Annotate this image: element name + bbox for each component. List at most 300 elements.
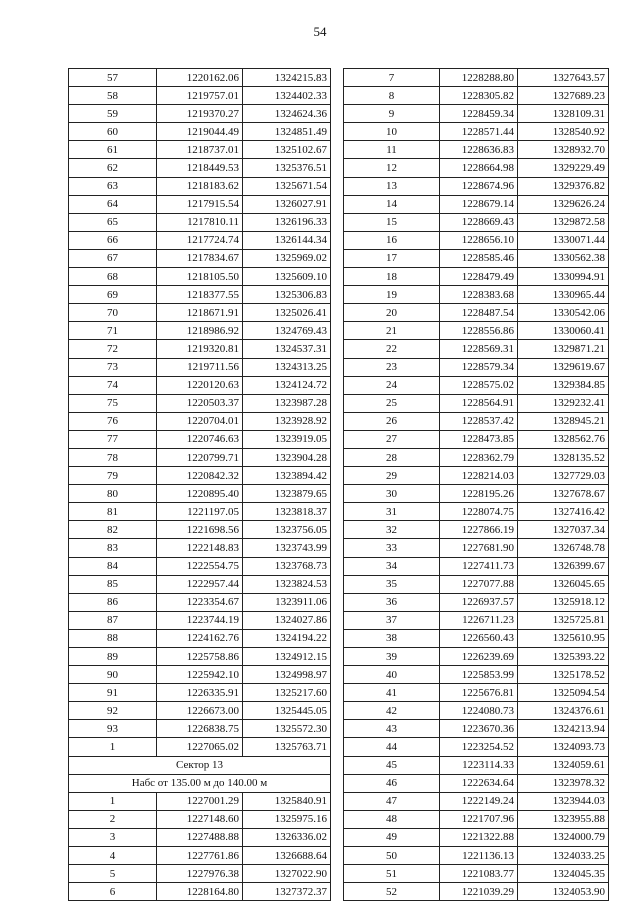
table-row (344, 557, 609, 575)
y-coordinate: 1324998.97 (243, 666, 331, 684)
y-coordinate: 1324624.36 (243, 105, 331, 123)
point-number: 2 (69, 810, 157, 828)
table-row (69, 611, 331, 629)
table-row (69, 141, 331, 159)
point-number: 79 (69, 467, 157, 485)
y-coordinate: 1324912.15 (243, 648, 331, 666)
x-coordinate: 1227681.90 (440, 539, 518, 557)
table-row (69, 792, 331, 810)
table-row (69, 702, 331, 720)
x-coordinate: 1228679.14 (440, 195, 518, 213)
table-row (69, 430, 331, 448)
table-row (69, 340, 331, 358)
x-coordinate: 1228214.03 (440, 467, 518, 485)
x-coordinate: 1228479.49 (440, 268, 518, 286)
point-number: 59 (69, 105, 157, 123)
x-coordinate: 1217724.74 (157, 231, 243, 249)
x-coordinate: 1219320.81 (157, 340, 243, 358)
table-row (69, 304, 331, 322)
y-coordinate: 1323919.05 (243, 430, 331, 448)
point-number: 44 (344, 738, 440, 756)
x-coordinate: 1219711.56 (157, 358, 243, 376)
y-coordinate: 1325094.54 (518, 684, 609, 702)
table-row (69, 720, 331, 738)
point-number: 60 (69, 123, 157, 141)
y-coordinate: 1324402.33 (243, 87, 331, 105)
x-coordinate: 1220120.63 (157, 376, 243, 394)
y-coordinate: 1325178.52 (518, 666, 609, 684)
point-number: 49 (344, 828, 440, 846)
point-number: 13 (344, 177, 440, 195)
y-coordinate: 1330071.44 (518, 231, 609, 249)
x-coordinate: 1217915.54 (157, 195, 243, 213)
x-coordinate: 1228074.75 (440, 503, 518, 521)
table-row (344, 738, 609, 756)
x-coordinate: 1226838.75 (157, 720, 243, 738)
point-number: 62 (69, 159, 157, 177)
table-row (69, 575, 331, 593)
y-coordinate: 1323955.88 (518, 810, 609, 828)
x-coordinate: 1220895.40 (157, 485, 243, 503)
x-coordinate: 1228537.42 (440, 412, 518, 430)
y-coordinate: 1327643.57 (518, 69, 609, 87)
point-number: 5 (69, 865, 157, 883)
y-coordinate: 1324124.72 (243, 376, 331, 394)
point-number: 41 (344, 684, 440, 702)
table-row (344, 847, 609, 865)
x-coordinate: 1222149.24 (440, 792, 518, 810)
y-coordinate: 1323904.28 (243, 448, 331, 466)
x-coordinate: 1226239.69 (440, 648, 518, 666)
y-coordinate: 1326748.78 (518, 539, 609, 557)
point-number: 31 (344, 503, 440, 521)
table-row (344, 87, 609, 105)
x-coordinate: 1228305.82 (440, 87, 518, 105)
table-row (344, 792, 609, 810)
point-number: 16 (344, 231, 440, 249)
y-coordinate: 1324537.31 (243, 340, 331, 358)
point-number: 7 (344, 69, 440, 87)
y-coordinate: 1325610.95 (518, 629, 609, 647)
point-number: 47 (344, 792, 440, 810)
point-number: 20 (344, 304, 440, 322)
table-row (344, 376, 609, 394)
x-coordinate: 1225853.99 (440, 666, 518, 684)
y-coordinate: 1323818.37 (243, 503, 331, 521)
table-row (344, 249, 609, 267)
table-row (344, 648, 609, 666)
table-row (344, 503, 609, 521)
x-coordinate: 1228656.10 (440, 231, 518, 249)
y-coordinate: 1324059.61 (518, 756, 609, 774)
table-row (344, 720, 609, 738)
point-number: 93 (69, 720, 157, 738)
point-number: 38 (344, 629, 440, 647)
y-coordinate: 1323824.53 (243, 575, 331, 593)
point-number: 17 (344, 249, 440, 267)
table-row (344, 774, 609, 792)
table-row (344, 213, 609, 231)
table-row (69, 69, 331, 87)
table-row (344, 123, 609, 141)
x-coordinate: 1222148.83 (157, 539, 243, 557)
table-row (344, 629, 609, 647)
y-coordinate: 1326045.65 (518, 575, 609, 593)
y-coordinate: 1328932.70 (518, 141, 609, 159)
y-coordinate: 1324045.35 (518, 865, 609, 883)
x-coordinate: 1225942.10 (157, 666, 243, 684)
y-coordinate: 1328562.76 (518, 430, 609, 448)
point-number: 82 (69, 521, 157, 539)
point-number: 6 (69, 883, 157, 901)
table-row (69, 213, 331, 231)
y-coordinate: 1326196.33 (243, 213, 331, 231)
y-coordinate: 1325393.22 (518, 648, 609, 666)
table-row (344, 448, 609, 466)
x-coordinate: 1226937.57 (440, 593, 518, 611)
point-number: 61 (69, 141, 157, 159)
table-row (69, 358, 331, 376)
table-row (69, 467, 331, 485)
table-row (69, 448, 331, 466)
y-coordinate: 1324053.90 (518, 883, 609, 901)
y-coordinate: 1325840.91 (243, 792, 331, 810)
x-coordinate: 1222554.75 (157, 557, 243, 575)
y-coordinate: 1330965.44 (518, 286, 609, 304)
section-header-row (69, 756, 331, 774)
point-number: 33 (344, 539, 440, 557)
point-number: 35 (344, 575, 440, 593)
x-coordinate: 1223254.52 (440, 738, 518, 756)
x-coordinate: 1223354.67 (157, 593, 243, 611)
x-coordinate: 1226335.91 (157, 684, 243, 702)
point-number: 72 (69, 340, 157, 358)
point-number: 90 (69, 666, 157, 684)
table-row (69, 810, 331, 828)
x-coordinate: 1221136.13 (440, 847, 518, 865)
x-coordinate: 1228569.31 (440, 340, 518, 358)
y-coordinate: 1325975.16 (243, 810, 331, 828)
table-row (344, 575, 609, 593)
point-number: 74 (69, 376, 157, 394)
table-row (69, 123, 331, 141)
x-coordinate: 1227411.73 (440, 557, 518, 575)
point-number: 50 (344, 847, 440, 865)
y-coordinate: 1328540.92 (518, 123, 609, 141)
x-coordinate: 1226560.43 (440, 629, 518, 647)
point-number: 8 (344, 87, 440, 105)
y-coordinate: 1323928.92 (243, 412, 331, 430)
y-coordinate: 1329871.21 (518, 340, 609, 358)
y-coordinate: 1324769.43 (243, 322, 331, 340)
table-row (344, 231, 609, 249)
y-coordinate: 1325306.83 (243, 286, 331, 304)
y-coordinate: 1323768.73 (243, 557, 331, 575)
x-coordinate: 1227077.88 (440, 575, 518, 593)
point-number: 77 (69, 430, 157, 448)
x-coordinate: 1227866.19 (440, 521, 518, 539)
y-coordinate: 1325102.67 (243, 141, 331, 159)
x-coordinate: 1221083.77 (440, 865, 518, 883)
x-coordinate: 1222957.44 (157, 575, 243, 593)
point-number: 26 (344, 412, 440, 430)
table-row (69, 629, 331, 647)
x-coordinate: 1218377.55 (157, 286, 243, 304)
point-number: 43 (344, 720, 440, 738)
table-row (344, 304, 609, 322)
x-coordinate: 1227065.02 (157, 738, 243, 756)
point-number: 3 (69, 828, 157, 846)
y-coordinate: 1329872.58 (518, 213, 609, 231)
point-number: 22 (344, 340, 440, 358)
y-coordinate: 1325763.71 (243, 738, 331, 756)
y-coordinate: 1329384.85 (518, 376, 609, 394)
point-number: 86 (69, 593, 157, 611)
y-coordinate: 1323879.65 (243, 485, 331, 503)
x-coordinate: 1228579.34 (440, 358, 518, 376)
x-coordinate: 1223744.19 (157, 611, 243, 629)
y-coordinate: 1323978.32 (518, 774, 609, 792)
y-coordinate: 1324000.79 (518, 828, 609, 846)
y-coordinate: 1323756.05 (243, 521, 331, 539)
x-coordinate: 1217834.67 (157, 249, 243, 267)
point-number: 14 (344, 195, 440, 213)
point-number: 65 (69, 213, 157, 231)
y-coordinate: 1326336.02 (243, 828, 331, 846)
point-number: 45 (344, 756, 440, 774)
point-number: 37 (344, 611, 440, 629)
x-coordinate: 1225676.81 (440, 684, 518, 702)
y-coordinate: 1329232.41 (518, 394, 609, 412)
point-number: 28 (344, 448, 440, 466)
x-coordinate: 1228556.86 (440, 322, 518, 340)
point-number: 91 (69, 684, 157, 702)
x-coordinate: 1223114.33 (440, 756, 518, 774)
x-coordinate: 1219044.49 (157, 123, 243, 141)
x-coordinate: 1228674.96 (440, 177, 518, 195)
x-coordinate: 1228459.34 (440, 105, 518, 123)
table-row (344, 593, 609, 611)
sector-title: Сектор 13 (69, 756, 331, 774)
table-row (69, 684, 331, 702)
y-coordinate: 1326027.91 (243, 195, 331, 213)
page-number: 54 (313, 24, 327, 39)
y-coordinate: 1325671.54 (243, 177, 331, 195)
table-row (344, 286, 609, 304)
table-row (69, 738, 331, 756)
point-number: 87 (69, 611, 157, 629)
x-coordinate: 1218671.91 (157, 304, 243, 322)
x-coordinate: 1219370.27 (157, 105, 243, 123)
y-coordinate: 1327372.37 (243, 883, 331, 901)
x-coordinate: 1228195.26 (440, 485, 518, 503)
y-coordinate: 1329229.49 (518, 159, 609, 177)
table-row (344, 810, 609, 828)
y-coordinate: 1329619.67 (518, 358, 609, 376)
y-coordinate: 1330060.41 (518, 322, 609, 340)
x-coordinate: 1221039.29 (440, 883, 518, 901)
point-number: 11 (344, 141, 440, 159)
point-number: 76 (69, 412, 157, 430)
y-coordinate: 1330542.06 (518, 304, 609, 322)
table-row (69, 865, 331, 883)
y-coordinate: 1325609.10 (243, 268, 331, 286)
x-coordinate: 1225758.86 (157, 648, 243, 666)
y-coordinate: 1328135.52 (518, 448, 609, 466)
point-number: 73 (69, 358, 157, 376)
x-coordinate: 1228585.46 (440, 249, 518, 267)
x-coordinate: 1218105.50 (157, 268, 243, 286)
x-coordinate: 1219757.01 (157, 87, 243, 105)
point-number: 75 (69, 394, 157, 412)
x-coordinate: 1228473.85 (440, 430, 518, 448)
y-coordinate: 1324376.61 (518, 702, 609, 720)
y-coordinate: 1330994.91 (518, 268, 609, 286)
y-coordinate: 1327689.23 (518, 87, 609, 105)
point-number: 25 (344, 394, 440, 412)
table-row (69, 105, 331, 123)
point-number: 15 (344, 213, 440, 231)
point-number: 80 (69, 485, 157, 503)
x-coordinate: 1228383.68 (440, 286, 518, 304)
point-number: 42 (344, 702, 440, 720)
table-row (344, 268, 609, 286)
x-coordinate: 1220842.32 (157, 467, 243, 485)
x-coordinate: 1228487.54 (440, 304, 518, 322)
point-number: 32 (344, 521, 440, 539)
table-row (69, 322, 331, 340)
x-coordinate: 1228664.98 (440, 159, 518, 177)
point-number: 48 (344, 810, 440, 828)
point-number: 29 (344, 467, 440, 485)
x-coordinate: 1227148.60 (157, 810, 243, 828)
table-row (344, 430, 609, 448)
x-coordinate: 1221197.05 (157, 503, 243, 521)
x-coordinate: 1220746.63 (157, 430, 243, 448)
y-coordinate: 1323987.28 (243, 394, 331, 412)
point-number: 92 (69, 702, 157, 720)
table-row (344, 485, 609, 503)
x-coordinate: 1226673.00 (157, 702, 243, 720)
table-row (344, 412, 609, 430)
x-coordinate: 1224080.73 (440, 702, 518, 720)
x-coordinate: 1220704.01 (157, 412, 243, 430)
point-number: 71 (69, 322, 157, 340)
point-number: 63 (69, 177, 157, 195)
y-coordinate: 1323911.06 (243, 593, 331, 611)
point-number: 9 (344, 105, 440, 123)
table-row (69, 286, 331, 304)
x-coordinate: 1217810.11 (157, 213, 243, 231)
point-number: 12 (344, 159, 440, 177)
x-coordinate: 1228288.80 (440, 69, 518, 87)
point-number: 40 (344, 666, 440, 684)
point-number: 89 (69, 648, 157, 666)
point-number: 78 (69, 448, 157, 466)
point-number: 85 (69, 575, 157, 593)
point-number: 23 (344, 358, 440, 376)
point-number: 36 (344, 593, 440, 611)
y-coordinate: 1324851.49 (243, 123, 331, 141)
x-coordinate: 1221707.96 (440, 810, 518, 828)
point-number: 1 (69, 792, 157, 810)
table-row (344, 883, 609, 901)
table-row (69, 87, 331, 105)
table-row (344, 177, 609, 195)
x-coordinate: 1221322.88 (440, 828, 518, 846)
point-number: 19 (344, 286, 440, 304)
coordinates-table-left (68, 68, 331, 901)
section-header-row (69, 774, 331, 792)
table-row (69, 159, 331, 177)
y-coordinate: 1326399.67 (518, 557, 609, 575)
point-number: 68 (69, 268, 157, 286)
y-coordinate: 1325217.60 (243, 684, 331, 702)
y-coordinate: 1325918.12 (518, 593, 609, 611)
point-number: 51 (344, 865, 440, 883)
x-coordinate: 1228571.44 (440, 123, 518, 141)
table-row (344, 141, 609, 159)
point-number: 81 (69, 503, 157, 521)
x-coordinate: 1218449.53 (157, 159, 243, 177)
point-number: 88 (69, 629, 157, 647)
y-coordinate: 1324215.83 (243, 69, 331, 87)
x-coordinate: 1226711.23 (440, 611, 518, 629)
table-row (69, 485, 331, 503)
x-coordinate: 1218737.01 (157, 141, 243, 159)
x-coordinate: 1221698.56 (157, 521, 243, 539)
table-row (69, 593, 331, 611)
table-row (344, 394, 609, 412)
table-row (344, 702, 609, 720)
table-row (69, 883, 331, 901)
table-row (69, 847, 331, 865)
y-coordinate: 1324033.25 (518, 847, 609, 865)
table-row (344, 69, 609, 87)
table-row (344, 358, 609, 376)
point-number: 64 (69, 195, 157, 213)
x-coordinate: 1222634.64 (440, 774, 518, 792)
y-coordinate: 1330562.38 (518, 249, 609, 267)
x-coordinate: 1228362.79 (440, 448, 518, 466)
point-number: 52 (344, 883, 440, 901)
table-row (69, 376, 331, 394)
table-row (344, 828, 609, 846)
y-coordinate: 1327678.67 (518, 485, 609, 503)
point-number: 46 (344, 774, 440, 792)
x-coordinate: 1227761.86 (157, 847, 243, 865)
y-coordinate: 1327022.90 (243, 865, 331, 883)
y-coordinate: 1325376.51 (243, 159, 331, 177)
x-coordinate: 1227976.38 (157, 865, 243, 883)
point-number: 27 (344, 430, 440, 448)
sector-range: Набс от 135.00 м до 140.00 м (69, 774, 331, 792)
table-row (344, 521, 609, 539)
table-row (69, 195, 331, 213)
y-coordinate: 1324213.94 (518, 720, 609, 738)
table-row (344, 865, 609, 883)
x-coordinate: 1223670.36 (440, 720, 518, 738)
table-row (344, 467, 609, 485)
y-coordinate: 1326144.34 (243, 231, 331, 249)
x-coordinate: 1220799.71 (157, 448, 243, 466)
point-number: 24 (344, 376, 440, 394)
y-coordinate: 1325572.30 (243, 720, 331, 738)
x-coordinate: 1220162.06 (157, 69, 243, 87)
point-number: 10 (344, 123, 440, 141)
x-coordinate: 1224162.76 (157, 629, 243, 647)
point-number: 66 (69, 231, 157, 249)
